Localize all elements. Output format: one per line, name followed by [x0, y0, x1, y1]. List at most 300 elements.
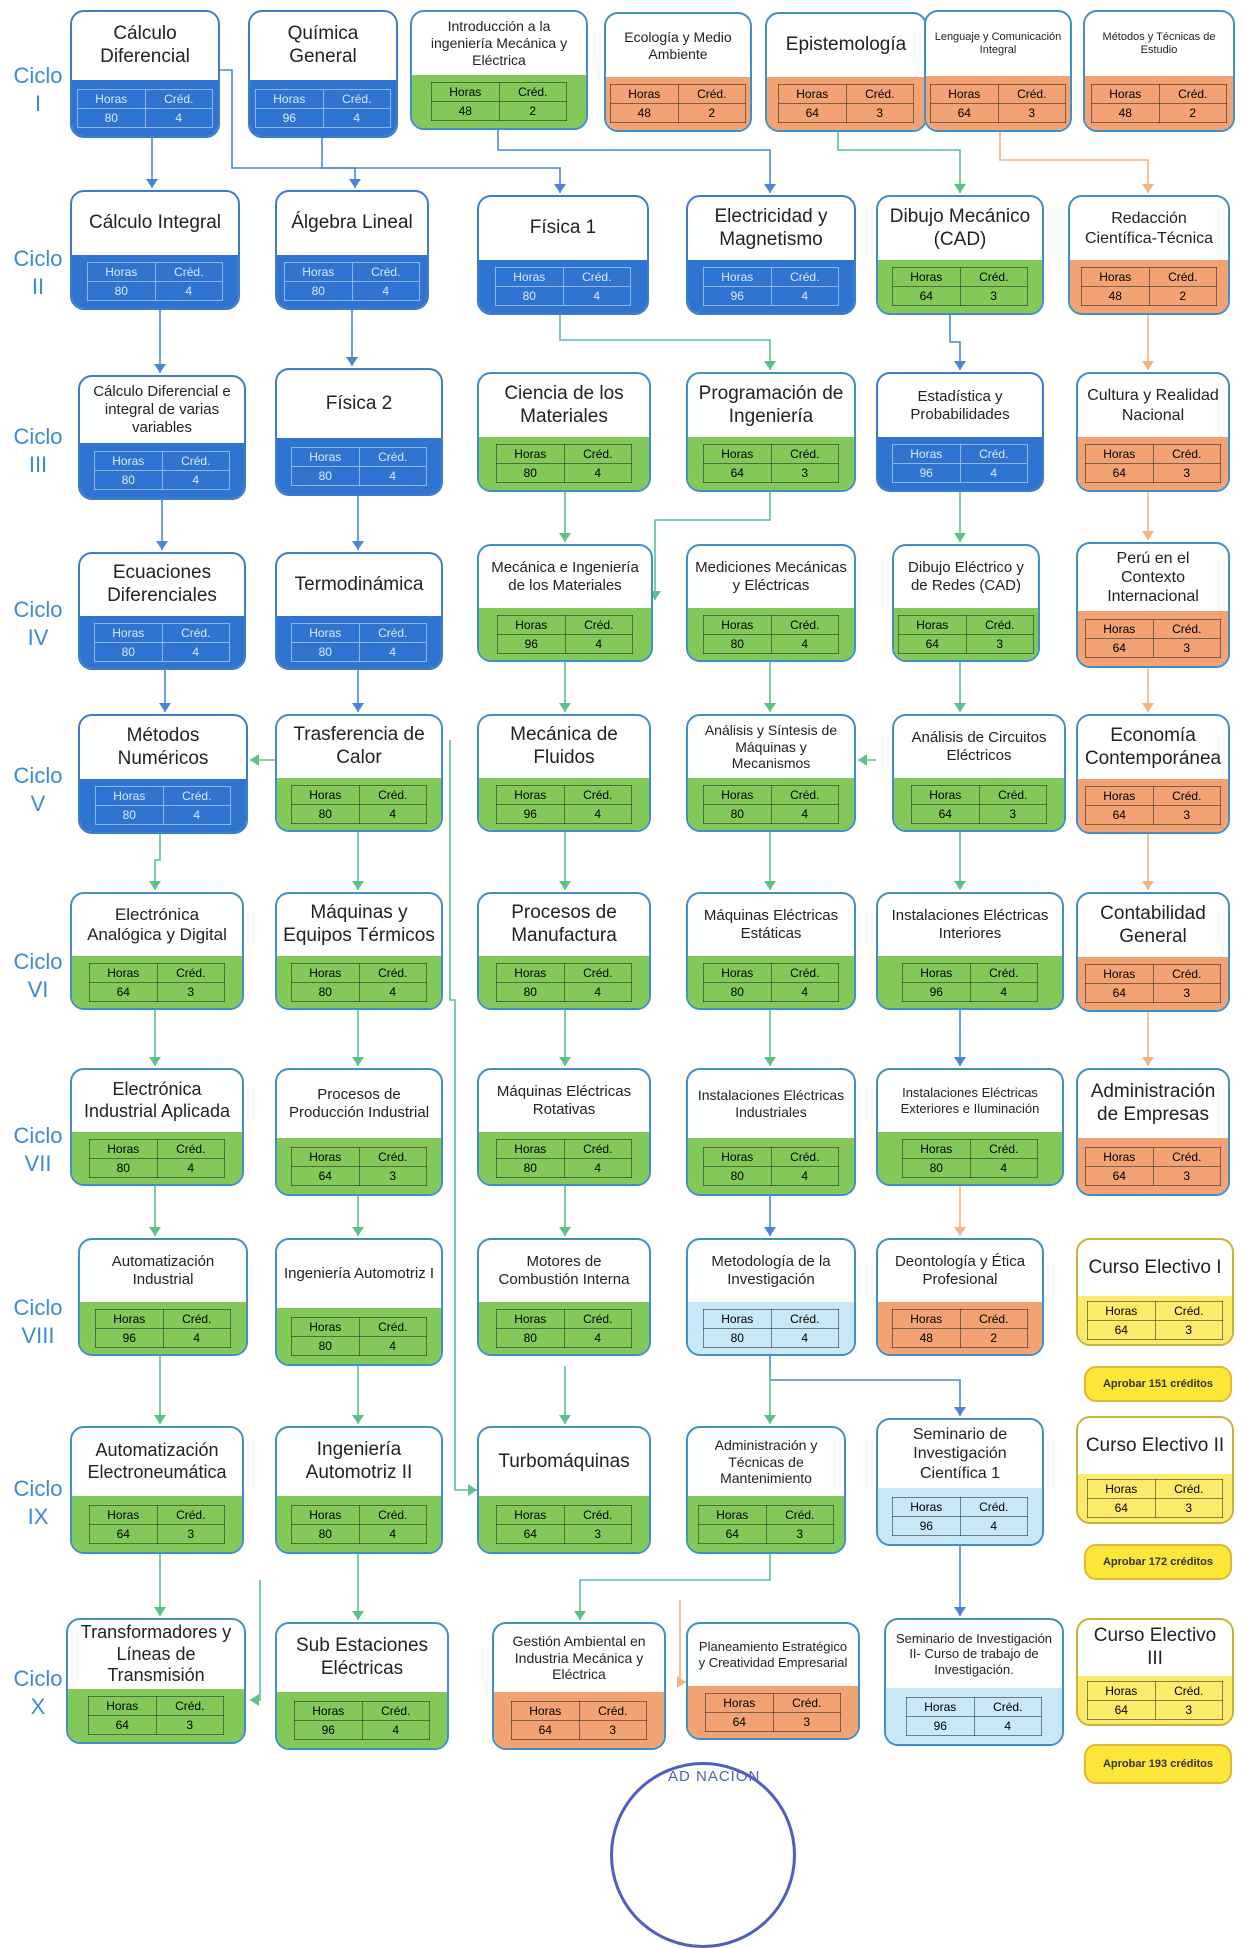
hours-credits-table — [1085, 619, 1221, 658]
course-ciencia-mat[interactable] — [477, 372, 651, 492]
course-info-band — [688, 1686, 858, 1738]
hours-credits-table — [496, 1505, 632, 1544]
course-transformadores[interactable] — [66, 1618, 246, 1744]
course-maq-estaticas[interactable] — [686, 892, 856, 1010]
course-title: Electrónica Analógica y Digital — [87, 904, 227, 944]
credits-header: Créd. — [771, 615, 839, 634]
course-administracion[interactable] — [1076, 1068, 1230, 1196]
course-calc-int[interactable] — [70, 190, 240, 310]
hours-value: 80 — [95, 642, 163, 661]
course-title: Cálculo Diferencial e integral de varias variables — [93, 383, 231, 436]
credits-value: 3 — [1153, 984, 1221, 1003]
credits-value: 4 — [771, 634, 839, 653]
course-info-band — [479, 260, 647, 313]
course-deontologia[interactable] — [876, 1238, 1044, 1356]
hours-header: Horas — [292, 1317, 360, 1336]
hours-value: 80 — [285, 282, 353, 301]
cycle-label — [8, 1294, 68, 1350]
hours-value: 96 — [256, 108, 324, 127]
course-info-band — [479, 437, 649, 490]
course-inst-interiores[interactable] — [876, 892, 1064, 1010]
hours-credits-table — [610, 84, 746, 123]
course-cultura[interactable] — [1076, 372, 1230, 492]
credits-header: Créd. — [966, 615, 1034, 634]
arrow-head — [764, 361, 776, 370]
cycle-label — [8, 245, 68, 301]
hours-credits-table — [1085, 1147, 1221, 1186]
course-title: Instalaciones Eléctricas Industriales — [697, 1087, 845, 1120]
credits-header: Créd. — [499, 83, 567, 102]
hours-header: Horas — [1086, 965, 1154, 984]
credits-header: Créd. — [960, 1497, 1028, 1516]
credits-value: 4 — [359, 466, 427, 485]
course-title: Ingeniería Automotriz II — [305, 1439, 413, 1483]
arrow-head — [149, 1227, 161, 1236]
cycle-word: Ciclo — [13, 763, 63, 788]
hours-credits-table — [496, 963, 632, 1002]
course-title: Introducción a la ingeniería Mecánica y Eléctrica — [430, 18, 568, 68]
course-info-band — [72, 1496, 242, 1552]
hours-credits-table — [703, 963, 839, 1002]
hours-credits-table — [291, 963, 427, 1002]
course-info-band — [277, 438, 441, 494]
credits-header: Créd. — [163, 1309, 231, 1328]
arrow-head — [352, 1611, 364, 1620]
prerequisite-line — [1000, 132, 1148, 193]
hours-header: Horas — [704, 1309, 772, 1328]
course-contabilidad[interactable] — [1076, 892, 1230, 1012]
course-planeamiento[interactable] — [686, 1622, 860, 1740]
course-analisis-maq[interactable] — [686, 714, 856, 832]
hours-value: 64 — [704, 464, 772, 483]
credits-header: Créd. — [359, 1147, 427, 1166]
hours-header: Horas — [903, 963, 971, 982]
arrow-head — [1142, 361, 1154, 370]
hours-value: 96 — [903, 982, 971, 1001]
course-mediciones[interactable] — [686, 544, 856, 662]
course-inst-industriales[interactable] — [686, 1068, 856, 1196]
arrow-head — [954, 1227, 966, 1236]
credits-header: Créd. — [998, 84, 1066, 103]
course-info-band — [277, 956, 441, 1008]
course-automotriz1[interactable] — [275, 1238, 443, 1366]
credits-value: 4 — [974, 1716, 1042, 1735]
credits-value: 3 — [966, 634, 1034, 653]
course-metodos-estudio[interactable] — [1083, 10, 1235, 132]
hours-value: 80 — [903, 1158, 971, 1177]
credits-value: 4 — [771, 982, 839, 1001]
course-epistemologia[interactable] — [765, 12, 927, 132]
arrow-head — [764, 881, 776, 890]
hours-header: Horas — [1088, 1301, 1156, 1320]
credits-header: Créd. — [162, 623, 230, 642]
course-ecuaciones[interactable] — [78, 552, 246, 670]
course-info-band — [277, 1308, 441, 1364]
credits-value: 4 — [162, 642, 230, 661]
course-circuitos[interactable] — [892, 714, 1066, 832]
hours-credits-table — [89, 1505, 225, 1544]
course-info-band — [494, 1692, 664, 1748]
course-trasferencia[interactable] — [275, 714, 443, 832]
credits-header: Créd. — [359, 785, 427, 804]
credits-header: Créd. — [771, 1309, 839, 1328]
hours-credits-table — [778, 84, 914, 123]
credits-header: Créd. — [771, 445, 839, 464]
course-info-band — [479, 608, 651, 660]
course-intro-ing[interactable] — [410, 10, 588, 130]
hours-credits-table — [294, 1701, 430, 1740]
credits-header: Créd. — [970, 1139, 1038, 1158]
arrow-head — [352, 1057, 364, 1066]
credits-value: 4 — [564, 464, 632, 483]
course-title: Métodos Numéricos — [117, 724, 209, 769]
course-info-band — [277, 1138, 441, 1194]
hours-value: 64 — [1088, 1700, 1156, 1719]
cycle-word: Ciclo — [13, 1666, 63, 1691]
credits-value: 4 — [157, 1158, 225, 1177]
credits-value: 3 — [1153, 464, 1221, 483]
hours-value: 64 — [89, 1715, 157, 1734]
course-fisica1[interactable] — [477, 195, 649, 315]
credits-header: Créd. — [960, 445, 1028, 464]
course-motores[interactable] — [477, 1238, 651, 1356]
course-info-band — [479, 956, 649, 1008]
hours-header: Horas — [1082, 268, 1150, 287]
credits-value: 4 — [323, 108, 391, 127]
arrow-head — [154, 1607, 166, 1616]
hours-header: Horas — [292, 1147, 360, 1166]
cycle-label — [8, 762, 68, 818]
hours-header: Horas — [497, 445, 565, 464]
course-quimica[interactable] — [248, 10, 398, 138]
course-title: Electricidad y Magnetismo — [714, 205, 828, 250]
arrow-head — [954, 703, 966, 712]
course-info-band — [878, 956, 1062, 1008]
hours-credits-table — [255, 89, 391, 128]
hours-header: Horas — [893, 268, 961, 287]
arrow-head — [559, 1057, 571, 1066]
credits-value: 3 — [1155, 1320, 1223, 1339]
cycle-number: IV — [27, 625, 49, 650]
hours-credits-table — [496, 785, 632, 824]
course-title: Instalaciones Eléctricas Interiores — [891, 907, 1049, 942]
hours-header: Horas — [95, 623, 163, 642]
arrow-head — [352, 881, 364, 890]
course-peru[interactable] — [1076, 542, 1230, 668]
course-info-band — [767, 77, 925, 130]
course-info-band — [80, 443, 244, 498]
credits-header: Créd. — [157, 1139, 225, 1158]
cycle-word: Ciclo — [13, 597, 63, 622]
course-fluidos[interactable] — [477, 714, 651, 832]
course-info-band — [878, 1302, 1042, 1354]
hours-value: 64 — [931, 103, 999, 122]
hours-credits-table — [902, 1139, 1038, 1178]
course-algebra[interactable] — [275, 190, 429, 310]
course-title: Sub Estaciones Eléctricas — [295, 1635, 429, 1679]
course-title: Física 2 — [325, 392, 393, 414]
credits-value: 2 — [499, 102, 567, 121]
arrow-head — [352, 703, 364, 712]
hours-credits-table — [1087, 1479, 1223, 1518]
course-calc-var[interactable] — [78, 375, 246, 500]
course-info-band — [894, 608, 1038, 660]
arrow-head — [1142, 531, 1154, 540]
course-title: Motores de Combustión Interna — [498, 1253, 630, 1288]
course-info-band — [250, 80, 396, 136]
course-estadistica[interactable] — [876, 372, 1044, 492]
credits-header: Créd. — [162, 452, 230, 471]
credits-value: 4 — [564, 804, 632, 823]
course-title: Administración de Empresas — [1090, 1081, 1216, 1125]
hours-value: 64 — [1088, 1498, 1156, 1517]
credits-header: Créd. — [157, 1505, 225, 1524]
course-dibujo-mec[interactable] — [876, 195, 1044, 315]
credits-value: 2 — [1159, 103, 1227, 122]
course-mec-ing-mat[interactable] — [477, 544, 653, 662]
course-electivo2[interactable] — [1076, 1416, 1234, 1524]
arrow-head — [559, 533, 571, 542]
hours-value: 80 — [95, 471, 163, 490]
course-title: Mediciones Mecánicas y Eléctricas — [695, 559, 847, 594]
hours-credits-table — [497, 615, 633, 654]
credits-header: Créd. — [1155, 1301, 1223, 1320]
course-metodos-num[interactable] — [78, 714, 248, 834]
course-info-band — [277, 1496, 441, 1552]
hours-header: Horas — [497, 1139, 565, 1158]
cycle-label — [8, 62, 68, 118]
hours-credits-table — [89, 1139, 225, 1178]
cycle-word: Ciclo — [13, 1123, 63, 1148]
course-title: Cálculo Diferencial — [100, 23, 190, 67]
cycle-number: X — [30, 1694, 46, 1719]
course-title: Contabilidad General — [1100, 902, 1206, 947]
course-programacion[interactable] — [686, 372, 856, 492]
course-info-band — [1078, 957, 1228, 1010]
hours-value: 64 — [1086, 639, 1154, 658]
hours-value: 64 — [90, 1524, 158, 1543]
course-title: Lenguaje y Comunicación Integral — [934, 30, 1062, 56]
hours-value: 80 — [704, 1166, 772, 1185]
course-fisica2[interactable] — [275, 368, 443, 496]
arrow-head — [677, 1676, 686, 1688]
cycle-word: Ciclo — [13, 63, 63, 88]
course-title: Instalaciones Eléctricas Exteriores e Iluminación — [900, 1085, 1040, 1116]
credits-header: Créd. — [766, 1505, 834, 1524]
credits-value: 4 — [960, 1516, 1028, 1535]
course-maq-rotativas[interactable] — [477, 1068, 651, 1186]
course-info-band — [894, 778, 1064, 830]
hours-header: Horas — [496, 268, 564, 287]
credits-value: 4 — [970, 982, 1038, 1001]
course-inst-exteriores[interactable] — [876, 1068, 1064, 1186]
course-subestaciones[interactable] — [275, 1622, 449, 1750]
arrow-head — [1142, 184, 1154, 193]
cycle-word: Ciclo — [13, 246, 63, 271]
credits-value: 3 — [579, 1720, 647, 1739]
hours-header: Horas — [893, 1309, 961, 1328]
course-title: Métodos y Técnicas de Estudio — [1102, 30, 1216, 56]
hours-value: 64 — [1088, 1320, 1156, 1339]
arrow-head — [954, 1407, 966, 1416]
credits-header: Créd. — [359, 447, 427, 466]
hours-value: 48 — [1092, 103, 1160, 122]
credit-requirement-badge: Aprobar 151 créditos — [1084, 1366, 1232, 1402]
arrow-head — [954, 1057, 966, 1066]
course-title: Programación de Ingeniería — [698, 382, 844, 427]
credits-value: 4 — [564, 1328, 632, 1347]
course-electricidad[interactable] — [686, 195, 856, 315]
credits-value: 3 — [846, 104, 914, 123]
course-info-band — [72, 255, 238, 308]
credits-header: Créd. — [771, 963, 839, 982]
course-title: Metodología de la Investigación — [711, 1253, 831, 1288]
hours-credits-table — [89, 963, 225, 1002]
course-maquinas-term[interactable] — [275, 892, 443, 1010]
course-automatizacion[interactable] — [78, 1238, 248, 1356]
course-metodologia[interactable] — [686, 1238, 856, 1356]
course-economia[interactable] — [1076, 714, 1230, 834]
credits-value: 4 — [771, 1166, 839, 1185]
credits-value: 4 — [359, 982, 427, 1001]
credits-header: Créd. — [846, 85, 914, 104]
arrow-head — [149, 881, 161, 890]
course-info-band — [878, 260, 1042, 313]
course-dibujo-elec[interactable] — [892, 544, 1040, 662]
course-info-band — [688, 608, 854, 660]
hours-value: 96 — [295, 1720, 363, 1739]
course-title: Trasferencia de Calor — [293, 724, 425, 768]
hours-credits-table — [705, 1693, 841, 1732]
arrow-head — [559, 1415, 571, 1424]
course-info-band — [926, 76, 1070, 130]
hours-header: Horas — [90, 963, 158, 982]
course-automotriz2[interactable] — [275, 1426, 443, 1554]
arrow-head — [559, 703, 571, 712]
course-info-band — [479, 778, 649, 830]
course-procesos-prod[interactable] — [275, 1068, 443, 1196]
course-title: Máquinas Eléctricas Rotativas — [496, 1083, 632, 1118]
course-info-band — [878, 1132, 1062, 1184]
university-seal — [610, 1762, 796, 1948]
course-electivo1[interactable] — [1076, 1238, 1234, 1346]
credits-header: Créd. — [1153, 620, 1221, 639]
credits-header: Créd. — [1155, 1681, 1223, 1700]
course-turbomaquinas[interactable] — [477, 1426, 651, 1554]
credits-header: Créd. — [1153, 965, 1221, 984]
hours-value: 80 — [497, 982, 565, 1001]
course-seminario1[interactable] — [876, 1418, 1044, 1546]
hours-value: 64 — [912, 804, 980, 823]
credits-header: Créd. — [564, 963, 632, 982]
university-seal-text: AD NACION — [668, 1768, 761, 1785]
hours-credits-table — [703, 1309, 839, 1348]
credits-header: Créd. — [145, 89, 213, 108]
course-info-band — [80, 1302, 246, 1354]
hours-header: Horas — [1086, 445, 1154, 464]
course-redaccion[interactable] — [1068, 195, 1230, 315]
hours-header: Horas — [90, 1505, 158, 1524]
arrow-head — [954, 184, 966, 193]
course-ecologia[interactable] — [604, 12, 752, 132]
arrow-head — [764, 703, 776, 712]
hours-credits-table — [495, 267, 631, 306]
credits-header: Créd. — [163, 787, 231, 806]
course-calc-dif[interactable] — [70, 10, 220, 138]
course-electivo3[interactable] — [1076, 1618, 1234, 1726]
course-procesos-manuf[interactable] — [477, 892, 651, 1010]
credits-header: Créd. — [970, 963, 1038, 982]
course-lenguaje[interactable] — [924, 10, 1072, 132]
hours-credits-table — [291, 1147, 427, 1186]
hours-header: Horas — [292, 623, 360, 642]
hours-credits-table — [902, 963, 1038, 1002]
hours-value: 64 — [512, 1720, 580, 1739]
course-info-band — [277, 1692, 447, 1748]
prerequisite-line — [770, 1356, 960, 1416]
hours-credits-table — [291, 1317, 427, 1356]
course-electronica[interactable] — [70, 892, 244, 1010]
course-title: Máquinas y Equipos Térmicos — [283, 902, 435, 946]
hours-header: Horas — [292, 963, 360, 982]
course-termo[interactable] — [275, 552, 443, 670]
course-title: Ecuaciones Diferenciales — [107, 562, 217, 606]
hours-value: 80 — [704, 982, 772, 1001]
course-elec-industrial[interactable] — [70, 1068, 244, 1186]
prerequisite-line — [580, 1554, 770, 1620]
course-title: Seminario de Investigación II- Curso de trabajo de Investigación. — [895, 1630, 1053, 1677]
hours-header: Horas — [292, 785, 360, 804]
credits-header: Créd. — [564, 1139, 632, 1158]
course-info-band — [688, 437, 854, 490]
course-title: Estadística y Probabilidades — [910, 387, 1010, 423]
credits-value: 4 — [155, 282, 223, 301]
credits-header: Créd. — [359, 1505, 427, 1524]
course-title: Mecánica de Fluidos — [510, 724, 618, 768]
course-title: Automatización Industrial — [111, 1253, 215, 1288]
course-mantenimiento[interactable] — [686, 1426, 846, 1554]
course-gestion-amb[interactable] — [492, 1622, 666, 1750]
credits-header: Créd. — [563, 268, 631, 287]
course-title: Economía Contemporánea — [1084, 724, 1222, 769]
hours-credits-table — [892, 444, 1028, 483]
hours-value: 64 — [292, 1166, 360, 1185]
hours-header: Horas — [1086, 787, 1154, 806]
cycle-number: II — [31, 274, 45, 299]
hours-value: 64 — [1086, 806, 1154, 825]
credits-header: Créd. — [1155, 1479, 1223, 1498]
credits-value: 4 — [162, 471, 230, 490]
arrow-head — [954, 881, 966, 890]
course-info-band — [479, 1496, 649, 1552]
hours-credits-table — [77, 89, 213, 128]
cycle-label — [8, 596, 68, 652]
hours-header: Horas — [1088, 1479, 1156, 1498]
hours-credits-table — [1085, 444, 1221, 483]
hours-credits-table — [496, 444, 632, 483]
course-title: Física 1 — [529, 217, 597, 239]
hours-header: Horas — [699, 1505, 767, 1524]
course-seminario2[interactable] — [884, 1618, 1064, 1746]
hours-value: 80 — [292, 466, 360, 485]
hours-credits-table — [898, 615, 1034, 654]
hours-value: 96 — [497, 804, 565, 823]
credits-header: Créd. — [359, 1317, 427, 1336]
course-electroneumatica[interactable] — [70, 1426, 244, 1554]
credits-header: Créd. — [157, 963, 225, 982]
credits-value: 4 — [163, 1328, 231, 1347]
hours-header: Horas — [903, 1139, 971, 1158]
